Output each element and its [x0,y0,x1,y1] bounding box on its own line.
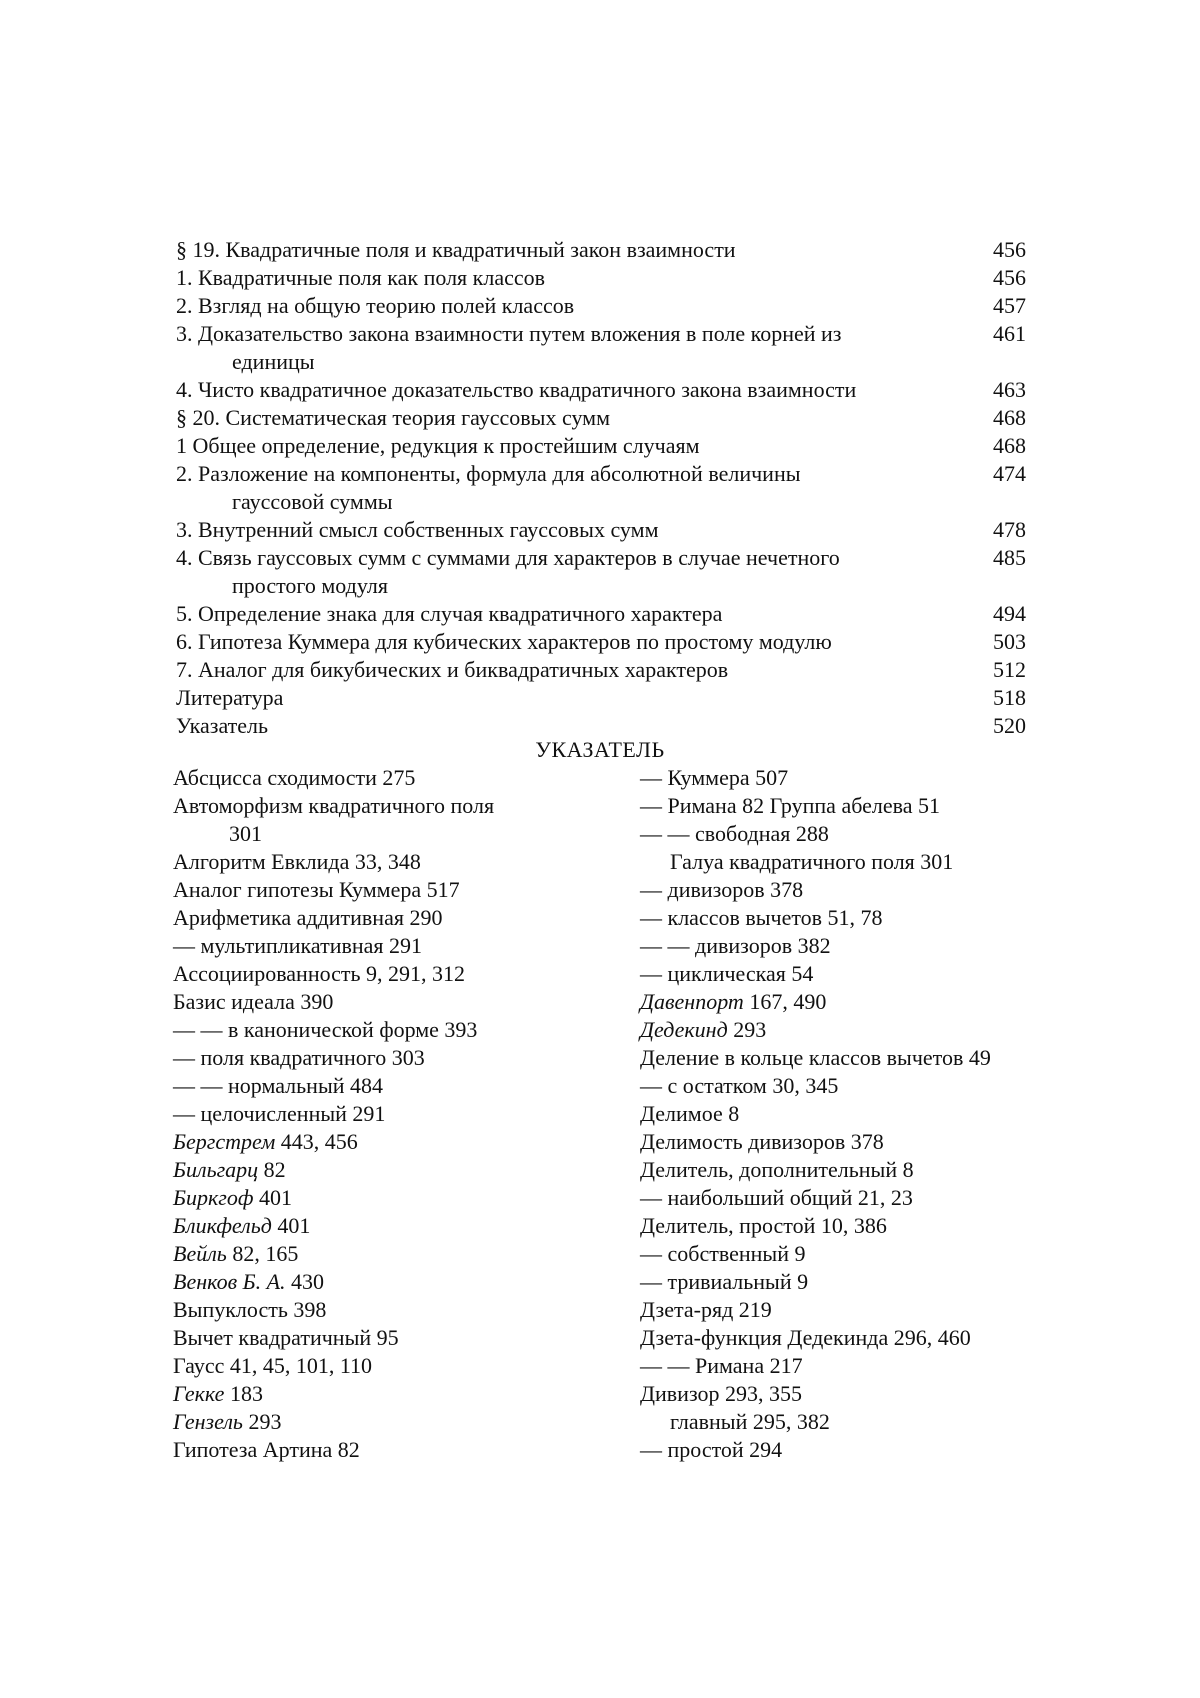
index-entry-name: Бликфельд [173,1213,272,1238]
index-entry [173,1072,603,1100]
index-entry-text: Алгоритм Евклида 33, 348 [173,849,421,874]
index-entry-text: — классов вычетов 51, 78 [640,905,883,930]
index-entry [640,820,1060,848]
index-entry-text: — собственный 9 [640,1241,806,1266]
index-entry [640,1408,1060,1436]
table-of-contents [176,236,1026,740]
index-entry [640,1044,1060,1072]
index-entry-text: — — Римана 217 [640,1353,803,1378]
index-entry-text: Делимое 8 [640,1101,740,1126]
index-entry-text: 183 [224,1381,263,1406]
index-entry [640,904,1060,932]
index-entry [640,1072,1060,1100]
index-entry [640,1100,1060,1128]
toc-entry-title: § 19. Квадратичные поля и квадратичный закон взаимности [176,237,736,262]
index-entry [173,1296,603,1324]
index-entry-name: Гекке [173,1381,225,1406]
index-entry-text: — с остатком 30, 345 [640,1073,839,1098]
index-entry [640,1268,1060,1296]
index-entry [173,1128,603,1156]
toc-entry-page: 520 [993,713,1026,738]
index-entry [173,1380,603,1408]
index-entry-text: — — нормальный 484 [173,1073,384,1098]
toc-entry-title: § 20. Систематическая теория гауссовых сумм [176,405,610,430]
toc-entry-continuation: единицы [232,349,315,374]
toc-entry-page: 512 [993,657,1026,682]
index-entry [640,1016,1060,1044]
toc-entry-page: 456 [993,265,1026,290]
index-entry [173,988,603,1016]
index-entry [640,848,1060,876]
index-entry-continuation: 301 [229,821,262,846]
toc-entry-page: 461 [993,321,1026,346]
index-entry [173,1268,603,1296]
index-entry [173,1184,603,1212]
index-entry-text: — — дивизоров 382 [640,933,831,958]
index-entry-text: 82, 165 [226,1241,299,1266]
toc-entry-page: 478 [993,517,1026,542]
index-entry [640,1156,1060,1184]
toc-entry-title: 6. Гипотеза Куммера для кубических характеров по простому модулю [176,629,832,654]
index-entry [173,1352,603,1380]
index-entry-name: Бергстрем [173,1129,276,1154]
index-entry [173,1156,603,1184]
index-entry [173,1016,603,1044]
index-entry-text: — — в канонической форме 393 [173,1017,478,1042]
toc-entry [176,432,1026,460]
index-entry-name: Давенпорт [640,989,744,1014]
index-heading: УКАЗАТЕЛЬ [535,737,665,762]
toc-entry-title: 2. Взгляд на общую теорию полей классов [176,293,575,318]
index-entry [640,1184,1060,1212]
toc-entry [176,656,1026,684]
index-entry-text: главный 295, 382 [670,1409,830,1434]
toc-entry-page: 485 [993,545,1026,570]
index-entry-text: 401 [253,1185,292,1210]
index-entry-text: Арифметика аддитивная 290 [173,905,443,930]
index-entry-text: Деление в кольце классов вычетов 49 [640,1045,991,1070]
toc-entry-title: 1 Общее определение, редукция к простейшим случаям [176,433,700,458]
index-entry-text: — Куммера 507 [640,765,789,790]
toc-entry-page: 503 [993,629,1026,654]
index-entry [173,1408,603,1436]
index-entry-text: Аналог гипотезы Куммера 517 [173,877,460,902]
index-entry [173,1324,603,1352]
index-entry [640,792,1060,820]
toc-entry [176,460,1026,516]
index-entry [173,1212,603,1240]
toc-entry-continuation: простого модуля [232,573,388,598]
index-entry-text: 443, 456 [275,1129,358,1154]
index-entry-text: Гаусс 41, 45, 101, 110 [173,1353,373,1378]
toc-entry-title: 5. Определение знака для случая квадратичного характера [176,601,723,626]
toc-entry-title: 3. Доказательство закона взаимности путем вложения в поле корней из [176,321,842,346]
index-entry-text: — — свободная 288 [640,821,829,846]
index-entry [640,960,1060,988]
toc-entry [176,684,1026,712]
index-entry [173,1044,603,1072]
index-entry-text: — Римана 82 Группа абелева 51 [640,793,940,818]
index-entry-text: 82 [258,1157,286,1182]
toc-entry [176,264,1026,292]
index-entry [173,904,603,932]
index-entry-name: Бильгарц [173,1157,259,1182]
index-entry-text: — мультипликативная 291 [173,933,423,958]
index-entry [640,1128,1060,1156]
toc-entry-title: 4. Связь гауссовых сумм с суммами для характеров в случае нечетного [176,545,840,570]
index-entry-text: 293 [242,1409,282,1434]
index-entry-text: Делимость дивизоров 378 [640,1129,884,1154]
index-entry [640,932,1060,960]
index-entry-text: Абсцисса сходимости 275 [173,765,416,790]
index-entry-text: Галуа квадратичного поля 301 [670,849,954,874]
toc-entry-page: 494 [993,601,1026,626]
toc-entry-page: 463 [993,377,1026,402]
index-entry-text: — целочисленный 291 [173,1101,386,1126]
index-entry-text: 401 [271,1213,311,1238]
index-entry [173,1100,603,1128]
index-entry [173,764,603,792]
index-entry [640,1436,1060,1464]
index-entry-text: — дивизоров 378 [640,877,804,902]
index-entry [173,960,603,988]
toc-entry-title: 3. Внутренний смысл собственных гауссовых сумм [176,517,659,542]
toc-entry-page: 457 [993,293,1026,318]
toc-entry-title: 2. Разложение на компоненты, формула для абсолютной величины [176,461,801,486]
index-column-left [173,764,603,1464]
index-entry-text: — циклическая 54 [640,961,814,986]
index-entry [640,1212,1060,1240]
toc-entry [176,292,1026,320]
toc-entry-title: Литература [176,685,284,710]
toc-entry [176,404,1026,432]
index-entry-text: — простой 294 [640,1437,783,1462]
index-entry-text: Ассоциированность 9, 291, 312 [173,961,466,986]
index-entry-text: 293 [727,1017,767,1042]
index-entry [640,1240,1060,1268]
toc-entry-title: 4. Чисто квадратичное доказательство квадратичного закона взаимности [176,377,857,402]
index-column-right [640,764,1060,1464]
toc-entry-page: 468 [993,405,1026,430]
index-entry-name: Венков Б. А. [173,1269,286,1294]
toc-entry [176,320,1026,376]
index-entry [640,1380,1060,1408]
index-entry-text: 430 [285,1269,325,1294]
index-entry-text: — тривиальный 9 [640,1269,809,1294]
toc-entry-continuation: гауссовой суммы [232,489,393,514]
index-entry-text: Делитель, дополнительный 8 [640,1157,914,1182]
toc-entry-title: 7. Аналог для бикубических и биквадратичных характеров [176,657,729,682]
toc-entry [176,236,1026,264]
index-entry-text: Делитель, простой 10, 386 [640,1213,887,1238]
index-entry-text: Выпуклость 398 [173,1297,327,1322]
toc-entry-page: 518 [993,685,1026,710]
index-entry [640,1296,1060,1324]
index-entry-text: Дзета-ряд 219 [640,1297,772,1322]
index-entry [640,876,1060,904]
index-entry-name: Биркгоф [173,1185,254,1210]
index-entry-name: Дедекинд [640,1017,728,1042]
index-entry-text: — наибольший общий 21, 23 [640,1185,913,1210]
toc-entry [176,628,1026,656]
index-entry-text: Вычет квадратичный 95 [173,1325,399,1350]
index-entry [640,988,1060,1016]
index-entry [640,1324,1060,1352]
toc-entry-page: 456 [993,237,1026,262]
index-entry-text: Дивизор 293, 355 [640,1381,803,1406]
toc-entry-title: Указатель [176,713,269,738]
toc-entry [176,600,1026,628]
index-entry-text: Дзета-функция Дедекинда 296, 460 [640,1325,971,1350]
toc-entry [176,376,1026,404]
index-entry-text: — поля квадратичного 303 [173,1045,425,1070]
index-entry-text: Базис идеала 390 [173,989,334,1014]
index-entry [173,1436,603,1464]
index-entry-text: Гипотеза Артина 82 [173,1437,360,1462]
index-entry [640,1352,1060,1380]
index-entry [173,848,603,876]
index-entry-text: Автоморфизм квадратичного поля [173,793,495,818]
index-entry-name: Вейль [173,1241,227,1266]
toc-entry-title: 1. Квадратичные поля как поля классов [176,265,546,290]
index-entry [173,932,603,960]
toc-entry-page: 468 [993,433,1026,458]
index-entry [173,876,603,904]
toc-entry [176,516,1026,544]
toc-entry [176,544,1026,600]
index-entry-text: 167, 490 [743,989,827,1014]
index-entry [640,764,1060,792]
toc-entry-page: 474 [993,461,1026,486]
index-entry-name: Гензель [173,1409,243,1434]
index-entry [173,792,603,848]
index-entry [173,1240,603,1268]
